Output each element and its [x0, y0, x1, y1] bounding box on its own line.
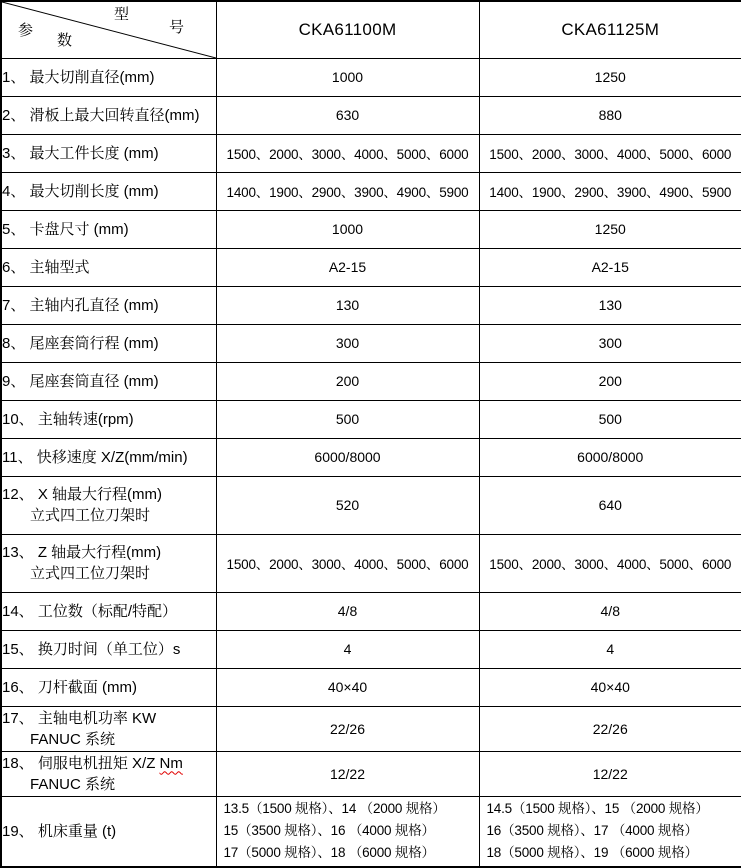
row-label: 13、 Z 轴最大行程(mm) 立式四工位刀架时 — [1, 534, 216, 592]
table-row — [1, 286, 741, 324]
table-row — [1, 324, 741, 362]
table-row — [1, 400, 741, 438]
row-value-cka61100m: 22/26 — [216, 706, 479, 751]
row-label: 17、 主轴电机功率 KW FANUC 系统 — [1, 706, 216, 751]
table-row — [1, 476, 741, 534]
row-value-cka61125m: 1500、2000、3000、4000、5000、6000 — [479, 134, 741, 172]
row-value-cka61125m: 40×40 — [479, 668, 741, 706]
row-value-cka61100m: 630 — [216, 96, 479, 134]
column-header-cka61100m: CKA61100M — [216, 1, 479, 58]
row-value-cka61125m: 22/26 — [479, 706, 741, 751]
row-label: 11、 快移速度 X/Z(mm/min) — [1, 438, 216, 476]
model-label-char: 号 — [169, 19, 185, 36]
row-value-cka61125m: 6000/8000 — [479, 438, 741, 476]
row-label: 8、 尾座套筒行程 (mm) — [1, 324, 216, 362]
table-row — [1, 438, 741, 476]
table-row — [1, 248, 741, 286]
row-value-cka61100m: 130 — [216, 286, 479, 324]
row-value-cka61125m: 4/8 — [479, 592, 741, 630]
row-value-cka61100m: 4 — [216, 630, 479, 668]
table-row — [1, 630, 741, 668]
row-label: 3、 最大工件长度 (mm) — [1, 134, 216, 172]
row-value-cka61125m: 300 — [479, 324, 741, 362]
row-label: 18、 伺服电机扭矩 X/Z Nm FANUC 系统 — [1, 751, 216, 796]
table-row — [1, 362, 741, 400]
corner-cell — [1, 1, 216, 58]
param-label-char: 参 — [18, 22, 34, 39]
row-value-cka61125m: A2-15 — [479, 248, 741, 286]
table-row — [1, 668, 741, 706]
row-label: 10、 主轴转速(rpm) — [1, 400, 216, 438]
row-value-cka61100m: A2-15 — [216, 248, 479, 286]
row-value-cka61100m: 300 — [216, 324, 479, 362]
table-row — [1, 134, 741, 172]
row-value-cka61125m: 200 — [479, 362, 741, 400]
spellcheck-underlined-text: Nm — [159, 754, 183, 772]
param-label-char: 数 — [57, 32, 73, 49]
header-row — [1, 1, 741, 58]
table-row — [1, 751, 741, 796]
row-value-cka61100m: 500 — [216, 400, 479, 438]
model-label-char: 型 — [114, 6, 130, 23]
row-value-cka61100m: 1500、2000、3000、4000、5000、6000 — [216, 134, 479, 172]
table-row — [1, 58, 741, 96]
row-label: 14、 工位数（标配/特配） — [1, 592, 216, 630]
table-row — [1, 592, 741, 630]
row-value-cka61125m: 640 — [479, 476, 741, 534]
row-label: 4、 最大切削长度 (mm) — [1, 172, 216, 210]
row-label: 1、 最大切削直径(mm) — [1, 58, 216, 96]
row-value-cka61125m: 14.5（1500 规格）、15 （2000 规格） 16（3500 规格）、17 （4000 规格） 18（5000 规格）、19 （6000 规格） — [479, 796, 741, 867]
row-label: 16、 刀杆截面 (mm) — [1, 668, 216, 706]
row-value-cka61100m: 1000 — [216, 210, 479, 248]
row-label: 9、 尾座套筒直径 (mm) — [1, 362, 216, 400]
column-header-cka61125m: CKA61125M — [479, 1, 741, 58]
row-value-cka61100m: 520 — [216, 476, 479, 534]
row-value-cka61125m: 4 — [479, 630, 741, 668]
row-label: 7、 主轴内孔直径 (mm) — [1, 286, 216, 324]
row-value-cka61125m: 12/22 — [479, 751, 741, 796]
table-row — [1, 96, 741, 134]
row-value-cka61100m: 13.5（1500 规格）、14 （2000 规格） 15（3500 规格）、16 （4000 规格） 17（5000 规格）、18 （6000 规格） — [216, 796, 479, 867]
row-label: 15、 换刀时间（单工位）s — [1, 630, 216, 668]
row-value-cka61100m: 1400、1900、2900、3900、4900、5900 — [216, 172, 479, 210]
row-value-cka61100m: 200 — [216, 362, 479, 400]
table-row — [1, 706, 741, 751]
row-value-cka61125m: 1500、2000、3000、4000、5000、6000 — [479, 534, 741, 592]
table-row — [1, 172, 741, 210]
table-row — [1, 210, 741, 248]
row-value-cka61125m: 130 — [479, 286, 741, 324]
row-value-cka61100m: 1000 — [216, 58, 479, 96]
row-label: 12、 X 轴最大行程(mm) 立式四工位刀架时 — [1, 476, 216, 534]
row-value-cka61125m: 1400、1900、2900、3900、4900、5900 — [479, 172, 741, 210]
row-value-cka61125m: 880 — [479, 96, 741, 134]
row-value-cka61100m: 1500、2000、3000、4000、5000、6000 — [216, 534, 479, 592]
row-value-cka61100m: 12/22 — [216, 751, 479, 796]
table-row — [1, 534, 741, 592]
row-value-cka61125m: 1250 — [479, 210, 741, 248]
row-value-cka61100m: 4/8 — [216, 592, 479, 630]
row-label: 2、 滑板上最大回转直径(mm) — [1, 96, 216, 134]
row-label: 6、 主轴型式 — [1, 248, 216, 286]
row-value-cka61125m: 500 — [479, 400, 741, 438]
row-value-cka61125m: 1250 — [479, 58, 741, 96]
row-label: 19、 机床重量 (t) — [1, 796, 216, 867]
row-value-cka61100m: 6000/8000 — [216, 438, 479, 476]
row-value-cka61100m: 40×40 — [216, 668, 479, 706]
table-row — [1, 796, 741, 867]
row-label: 5、 卡盘尺寸 (mm) — [1, 210, 216, 248]
